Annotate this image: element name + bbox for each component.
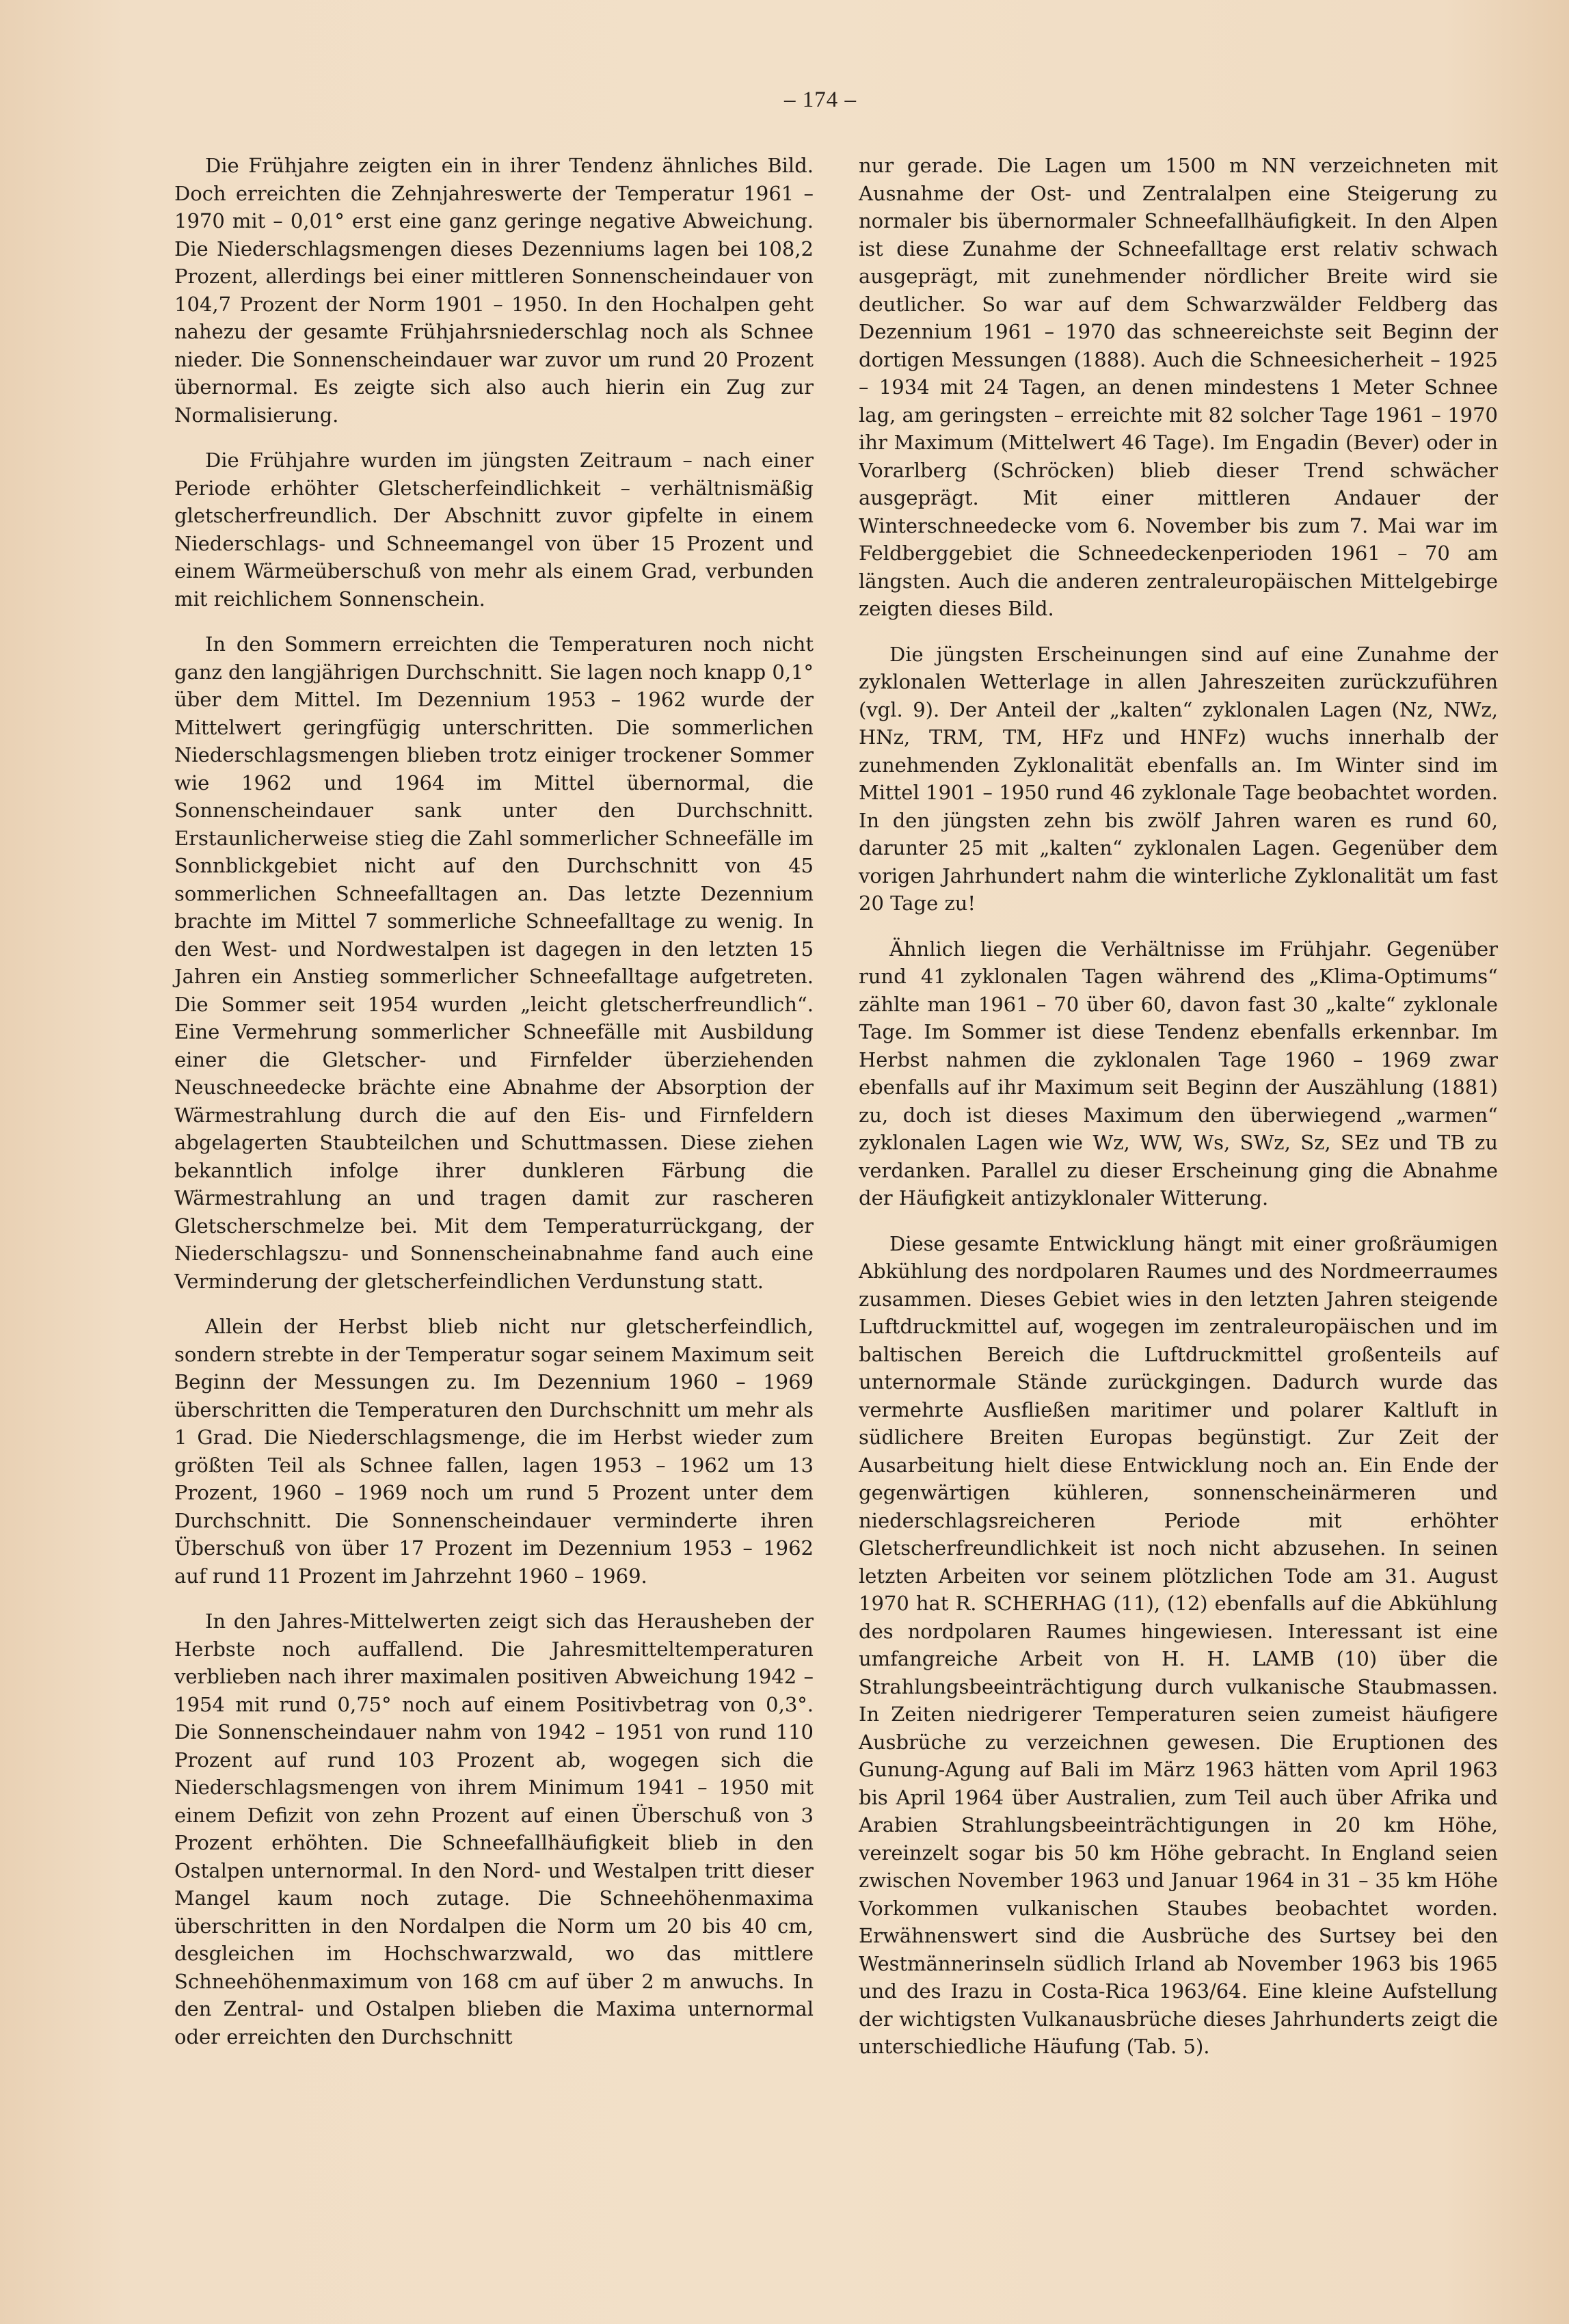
paragraph: Die Frühjahre wurden im jüngsten Zeitraum – nach einer Periode erhöhter Gletscherfeindlichkeit – verhältnismäßig gletscherfreundlich. Der Abschnitt zuvor gipfelte in einem Niederschlags- und Schneemangel von über 15 Prozent und einem Wärmeüberschuß von mehr als einem Grad, verbunden mit reichlichem Sonnenschein. [174,449,814,611]
paragraph: In den Sommern erreichten die Temperaturen noch nicht ganz den langjährigen Durchschnitt. Sie lagen noch knapp 0,1° über dem Mittel. Im Dezennium 1953 – 1962 wurde der Mittelwert geringfügig unterschritten. Die sommerlichen Niederschlagsmengen blieben trotz einiger trockener Sommer wie 1962 und 1964 im Mittel übernormal, die Sonnenscheindauer sank unter den Durchschnitt. Erstaunlicherweise stieg die Zahl sommerlicher Schneefälle im Sonnblickgebiet nicht auf den Durchschnitt von 45 sommerlichen Schneefalltagen an. Das letzte Dezennium brachte im Mittel 7 sommerliche Schneefalltage zu wenig. In den West- und Nordwestalpen ist dagegen in den letzten 15 Jahren ein Anstieg sommerlicher Schneefalltage aufgetreten. Die Sommer seit 1954 wurden „leicht gletscherfreundlich“. Eine Vermehrung sommerlicher Schneefälle mit Ausbildung einer die Gletscher- und Firnfelder überziehenden Neuschneedecke brächte eine Abnahme der Absorption der Wärmestrahlung durch die auf den Eis- und Firnfeldern abgelagerten Staubteilchen und Schuttmassen. Diese ziehen bekanntlich infolge ihrer dunkleren Färbung die Wärmestrahlung an und tragen damit zur rascheren Gletscherschmelze bei. Mit dem Temperaturrückgang, der Niederschlagszu- und Sonnenscheinabnahme fand auch eine Verminderung der gletscherfeindlichen Verdunstung statt. [174,632,814,1293]
right-column [859,152,1498,2079]
left-column [174,152,814,2068]
paragraph: In den Jahres-Mittelwerten zeigt sich das Herausheben der Herbste noch auffallend. Die Jahresmitteltemperaturen verblieben nach ihrer maximalen positiven Abweichung 1942 – 1954 mit rund 0,75° noch auf einem Positivbetrag von 0,3°. Die Sonnenscheindauer nahm von 1942 – 1951 von rund 110 Prozent auf rund 103 Prozent ab, wogegen sich die Niederschlagsmengen von ihrem Minimum 1941 – 1950 mit einem Defizit von zehn Prozent auf einen Überschuß von 3 Prozent erhöhten. Die Schneefallhäufigkeit blieb in den Ostalpen unternormal. In den Nord- und Westalpen tritt dieser Mangel kaum noch zutage. Die Schneehöhenmaxima überschritten in den Nordalpen die Norm um 20 bis 40 cm, desgleichen im Hochschwarzwald, wo das mittlere Schneehöhenmaximum von 168 cm auf über 2 m anwuchs. In den Zentral- und Ostalpen blieben die Maxima unternormal oder erreichten den Durchschnitt [174,1610,814,2048]
paragraph: Die jüngsten Erscheinungen sind auf eine Zunahme der zyklonalen Wetterlage in allen Jahreszeiten zurückzuführen (vgl. 9). Der Anteil der „kalten“ zyklonalen Lagen (Nz, NWz, HNz, TRM, TM, HFz und HNFz) wuchs innerhalb der zunehmenden Zyklonalität ebenfalls an. Im Winter sind im Mittel 1901 – 1950 rund 46 zyklonale Tage beobachtet worden. In den jüngsten zehn bis zwölf Jahren waren es rund 60, darunter 25 mit „kalten“ zyklonalen Lagen. Gegenüber dem vorigen Jahrhundert nahm die winterliche Zyklonalität um fast 20 Tage zu! [859,642,1498,915]
paragraph: nur gerade. Die Lagen um 1500 m NN verzeichneten mit Ausnahme der Ost- und Zentralalpen eine Steigerung zu normaler bis übernormaler Schneefallhäufigkeit. In den Alpen ist diese Zunahme der Schneefalltage erst relativ schwach ausgeprägt, mit zunehmender nördlicher Breite wird sie deutlicher. So war auf dem Schwarzwälder Feldberg das Dezennium 1961 – 1970 das schneereichste seit Beginn der dortigen Messungen (1888). Auch die Schneesicherheit – 1925 – 1934 mit 24 Tagen, an denen mindestens 1 Meter Schnee lag, am geringsten – erreichte mit 82 solcher Tage 1961 – 1970 ihr Maximum (Mittelwert 46 Tage). Im Engadin (Bever) oder in Vorarlberg (Schröcken) blieb dieser Trend schwächer ausgeprägt. Mit einer mittleren Andauer der Winterschneedecke vom 6. November bis zum 7. Mai war im Feldberggebiet die Schneedeckenperioden 1961 – 70 am längsten. Auch die anderen zentraleuropäischen Mittelgebirge zeigten dieses Bild. [859,154,1498,620]
paragraph: Die Frühjahre zeigten ein in ihrer Tendenz ähnliches Bild. Doch erreichten die Zehnjahreswerte der Temperatur 1961 – 1970 mit – 0,01° erst eine ganz geringe negative Abweichung. Die Niederschlagsmengen dieses Dezenniums lagen bei 108,2 Prozent, allerdings bei einer mittleren Sonnenscheindauer von 104,7 Prozent der Norm 1901 – 1950. In den Hochalpen geht nahezu der gesamte Frühjahrsniederschlag noch als Schnee nieder. Die Sonnenscheindauer war zuvor um rund 20 Prozent übernormal. Es zeigte sich also auch hierin ein Zug zur Normalisierung. [174,154,814,427]
paragraph: Ähnlich liegen die Verhältnisse im Frühjahr. Gegenüber rund 41 zyklonalen Tagen während des „Klima-Optimums“ zählte man 1961 – 70 über 60, davon fast 30 „kalte“ zyklonale Tage. Im Sommer ist diese Tendenz ebenfalls erkennbar. Im Herbst nahmen die zyklonalen Tage 1960 – 1969 zwar ebenfalls auf ihr Maximum seit Beginn der Auszählung (1881) zu, doch ist dieses Maximum den überwiegend „warmen“ zyklonalen Lagen wie Wz, WW, Ws, SWz, Sz, SEz und TB zu verdanken. Parallel zu dieser Erscheinung ging die Abnahme der Häufigkeit antizyklonaler Witterung. [859,937,1498,1210]
page-number: – 174 – [784,88,857,112]
paragraph: Diese gesamte Entwicklung hängt mit einer großräumigen Abkühlung des nordpolaren Raumes und des Nordmeerraumes zusammen. Dieses Gebiet wies in den letzten Jahren steigende Luftdruckmittel auf, wogegen im zentraleuropäischen und im baltischen Bereich die Luftdruckmittel großenteils auf unternormale Stände zurückgingen. Dadurch wurde das vermehrte Ausfließen maritimer und polarer Kaltluft in südlichere Breiten Europas begünstigt. Zur Zeit der Ausarbeitung hielt diese Entwicklung noch an. Ein Ende der gegenwärtigen kühleren, sonnenscheinärmeren und niederschlagsreicheren Periode mit erhöhter Gletscherfreundlichkeit ist noch nicht abzusehen. In seinen letzten Arbeiten vor seinem plötzlichen Tode am 31. August 1970 hat R. SCHERHAG (11), (12) ebenfalls auf die Abkühlung des nordpolaren Raumes hingewiesen. Interessant ist eine umfangreiche Arbeit von H. H. LAMB (10) über die Strahlungsbeeinträchtigung durch vulkanische Staubmassen. In Zeiten niedrigerer Temperaturen seien zumeist häufigere Ausbrüche zu verzeichnen gewesen. Die Eruptionen des Gunung-Agung auf Bali im März 1963 hätten vom April 1963 bis April 1964 über Australien, zum Teil auch über Afrika und Arabien Strahlungsbeeinträchtigungen in 20 km Höhe, vereinzelt sogar bis 50 km Höhe gebracht. In England seien zwischen November 1963 und Januar 1964 in 31 – 35 km Höhe Vorkommen vulkanischen Staubes beobachtet worden. Erwähnenswert sind die Ausbrüche des Surtsey bei den Westmännerinseln südlich Irland ab November 1963 bis 1965 und des Irazu in Costa-Rica 1963/64. Eine kleine Aufstellung der wichtigsten Vulkanausbrüche dieses Jahrhunderts zeigt die unterschiedliche Häufung (Tab. 5). [859,1231,1498,2058]
paragraph: Allein der Herbst blieb nicht nur gletscherfeindlich, sondern strebte in der Temperatur sogar seinem Maximum seit Beginn der Messungen zu. Im Dezennium 1960 – 1969 überschritten die Temperaturen den Durchschnitt um mehr als 1 Grad. Die Niederschlagsmenge, die im Herbst wieder zum größten Teil als Schnee fallen, lagen 1953 – 1962 um 13 Prozent, 1960 – 1969 noch um rund 5 Prozent unter dem Durchschnitt. Die Sonnenscheindauer verminderte ihren Überschuß von über 17 Prozent im Dezennium 1953 – 1962 auf rund 11 Prozent im Jahrzehnt 1960 – 1969. [174,1315,814,1588]
